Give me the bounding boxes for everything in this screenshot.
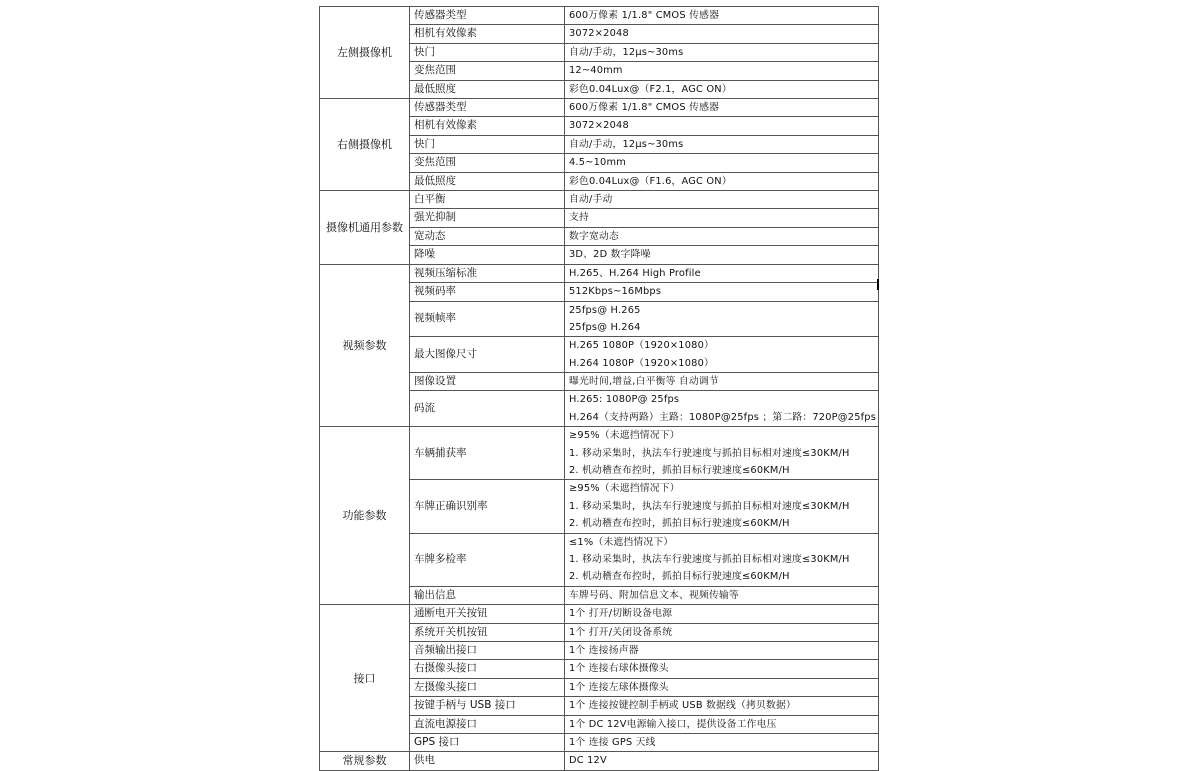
parameter-name-cell: 按键手柄与 USB 接口 <box>410 697 565 715</box>
parameter-name-cell: 音频输出接口 <box>410 641 565 659</box>
parameter-value-cell <box>565 715 879 733</box>
parameter-name-cell: 传感器类型 <box>410 7 565 25</box>
parameter-name-cell: 最大图像尺寸 <box>410 337 565 373</box>
category-cell: 右侧摄像机 <box>320 99 410 191</box>
parameter-name-cell: 变焦范围 <box>410 62 565 80</box>
parameter-name-cell: GPS 接口 <box>410 734 565 752</box>
parameter-value-cell <box>565 191 879 209</box>
value-line: H.265 1080P（1920×1080） <box>569 340 715 352</box>
parameter-value-cell <box>565 246 879 264</box>
value-line: 12~40mm <box>569 65 623 77</box>
value-line: 2. 机动稽查布控时，抓拍目标行驶速度≤60KM/H <box>569 465 790 477</box>
parameter-name-cell: 直流电源接口 <box>410 715 565 733</box>
value-line: 600万像素 1/1.8" CMOS 传感器 <box>569 102 720 114</box>
parameter-name-cell: 视频码率 <box>410 283 565 301</box>
parameter-value-cell <box>565 80 879 98</box>
value-line: 数字宽动态 <box>569 230 619 242</box>
value-line: 25fps@ H.265 <box>569 304 641 316</box>
parameter-value-cell <box>565 154 879 172</box>
parameter-name-cell: 供电 <box>410 752 565 770</box>
table-row <box>320 264 879 282</box>
parameter-name-cell: 最低照度 <box>410 172 565 190</box>
parameter-value-cell <box>565 283 879 301</box>
parameter-name-cell: 快门 <box>410 135 565 153</box>
parameter-value-cell <box>565 586 879 604</box>
parameter-name-cell: 码流 <box>410 391 565 427</box>
table-row <box>320 605 879 623</box>
parameter-value-cell <box>565 391 879 427</box>
value-line: 600万像素 1/1.8" CMOS 传感器 <box>569 10 720 21</box>
parameter-value-cell <box>565 117 879 135</box>
value-line: 3072×2048 <box>569 120 629 132</box>
parameter-name-cell: 传感器类型 <box>410 99 565 117</box>
parameter-value-cell <box>565 752 879 770</box>
value-line: 支持 <box>569 212 589 224</box>
parameter-name-cell: 视频帧率 <box>410 301 565 337</box>
value-line: 彩色0.04Lux@（F1.6，AGC ON） <box>569 175 732 187</box>
table-row <box>320 752 879 770</box>
table-row <box>320 7 879 25</box>
parameter-value-cell <box>565 641 879 659</box>
value-line: 1个 打开/关闭设备系统 <box>569 626 673 638</box>
parameter-name-cell: 宽动态 <box>410 227 565 245</box>
category-cell: 接口 <box>320 605 410 752</box>
parameter-name-cell: 相机有效像素 <box>410 117 565 135</box>
value-line: DC 12V <box>569 755 607 767</box>
parameter-value-cell <box>565 427 879 480</box>
parameter-name-cell: 车牌正确识别率 <box>410 480 565 533</box>
value-line: 512Kbps~16Mbps <box>569 286 662 298</box>
value-line: 1. 移动采集时，执法车行驶速度与抓拍目标相对速度≤30KM/H <box>569 553 850 565</box>
value-line: 1. 移动采集时，执法车行驶速度与抓拍目标相对速度≤30KM/H <box>569 500 850 512</box>
parameter-value-cell <box>565 533 879 586</box>
category-cell: 视频参数 <box>320 264 410 427</box>
value-line: H.265、H.264 High Profile <box>569 267 701 279</box>
parameter-name-cell: 通断电开关按钮 <box>410 605 565 623</box>
spec-table-body <box>320 7 879 771</box>
parameter-name-cell: 白平衡 <box>410 191 565 209</box>
category-cell: 左侧摄像机 <box>320 7 410 99</box>
parameter-name-cell: 车牌多检率 <box>410 533 565 586</box>
parameter-value-cell <box>565 480 879 533</box>
spec-table <box>319 6 879 771</box>
value-line: 自动/手动，12μs~30ms <box>569 46 684 58</box>
parameter-name-cell: 输出信息 <box>410 586 565 604</box>
value-line: 2. 机动稽查布控时，抓拍目标行驶速度≤60KM/H <box>569 518 790 530</box>
parameter-value-cell <box>565 209 879 227</box>
parameter-value-cell <box>565 337 879 373</box>
parameter-name-cell: 相机有效像素 <box>410 25 565 43</box>
value-line: 车牌号码、附加信息文本、视频传输等 <box>569 589 739 601</box>
category-cell: 常规参数 <box>320 752 410 770</box>
text-cursor-mark <box>877 279 879 290</box>
parameter-name-cell: 降噪 <box>410 246 565 264</box>
category-cell: 功能参数 <box>320 427 410 605</box>
parameter-name-cell: 车辆捕获率 <box>410 427 565 480</box>
parameter-value-cell <box>565 623 879 641</box>
value-line: 1个 连接右球体摄像头 <box>569 663 669 675</box>
value-line: 1个 连接 GPS 天线 <box>569 737 656 749</box>
parameter-name-cell: 最低照度 <box>410 80 565 98</box>
value-line: 1个 连接扬声器 <box>569 644 639 656</box>
value-line: 3072×2048 <box>569 28 629 40</box>
value-line: 1个 连接按键控制手柄或 USB 数据线（拷贝数据） <box>569 700 797 712</box>
value-line: H.264 1080P（1920×1080） <box>569 357 715 369</box>
value-line: 1个 连接左球体摄像头 <box>569 681 669 693</box>
value-line: 自动/手动，12μs~30ms <box>569 138 684 150</box>
value-line: 1. 移动采集时，执法车行驶速度与抓拍目标相对速度≤30KM/H <box>569 447 850 459</box>
parameter-name-cell: 变焦范围 <box>410 154 565 172</box>
value-line: H.265: 1080P@ 25fps <box>569 394 680 406</box>
value-line: 1个 打开/切断设备电源 <box>569 608 673 620</box>
table-row <box>320 191 879 209</box>
parameter-value-cell <box>565 301 879 337</box>
value-line: 自动/手动 <box>569 194 613 206</box>
value-line: 25fps@ H.264 <box>569 321 641 333</box>
table-row <box>320 427 879 480</box>
parameter-value-cell <box>565 43 879 61</box>
value-line: 1个 DC 12V电源输入接口，提供设备工作电压 <box>569 718 777 730</box>
parameter-value-cell <box>565 605 879 623</box>
parameter-value-cell <box>565 373 879 391</box>
parameter-name-cell: 快门 <box>410 43 565 61</box>
value-line: ≥95%（未遮挡情况下） <box>569 483 680 495</box>
parameter-value-cell <box>565 227 879 245</box>
table-row <box>320 99 879 117</box>
parameter-value-cell <box>565 264 879 282</box>
parameter-name-cell: 左摄像头接口 <box>410 678 565 696</box>
parameter-value-cell <box>565 734 879 752</box>
value-line: H.264（支持两路）主路：1080P@25fps ；第二路：720P@25fps <box>569 411 876 423</box>
parameter-name-cell: 系统开关机按钮 <box>410 623 565 641</box>
parameter-value-cell <box>565 172 879 190</box>
parameter-name-cell: 图像设置 <box>410 373 565 391</box>
value-line: 曝光时间,增益,白平衡等 自动调节 <box>569 376 719 388</box>
parameter-value-cell <box>565 62 879 80</box>
parameter-value-cell <box>565 99 879 117</box>
parameter-value-cell <box>565 7 879 25</box>
value-line: ≤1%（未遮挡情况下） <box>569 536 674 548</box>
category-cell: 摄像机通用参数 <box>320 191 410 265</box>
parameter-name-cell: 右摄像头接口 <box>410 660 565 678</box>
parameter-value-cell <box>565 135 879 153</box>
value-line: 3D、2D 数字降噪 <box>569 249 651 261</box>
value-line: 4.5~10mm <box>569 157 626 169</box>
parameter-value-cell <box>565 660 879 678</box>
parameter-value-cell <box>565 678 879 696</box>
parameter-value-cell <box>565 25 879 43</box>
value-line: 2. 机动稽查布控时，抓拍目标行驶速度≤60KM/H <box>569 571 790 583</box>
parameter-value-cell <box>565 697 879 715</box>
value-line: 彩色0.04Lux@（F2.1，AGC ON） <box>569 83 732 95</box>
parameter-name-cell: 强光抑制 <box>410 209 565 227</box>
value-line: ≥95%（未遮挡情况下） <box>569 430 680 442</box>
parameter-name-cell: 视频压缩标准 <box>410 264 565 282</box>
